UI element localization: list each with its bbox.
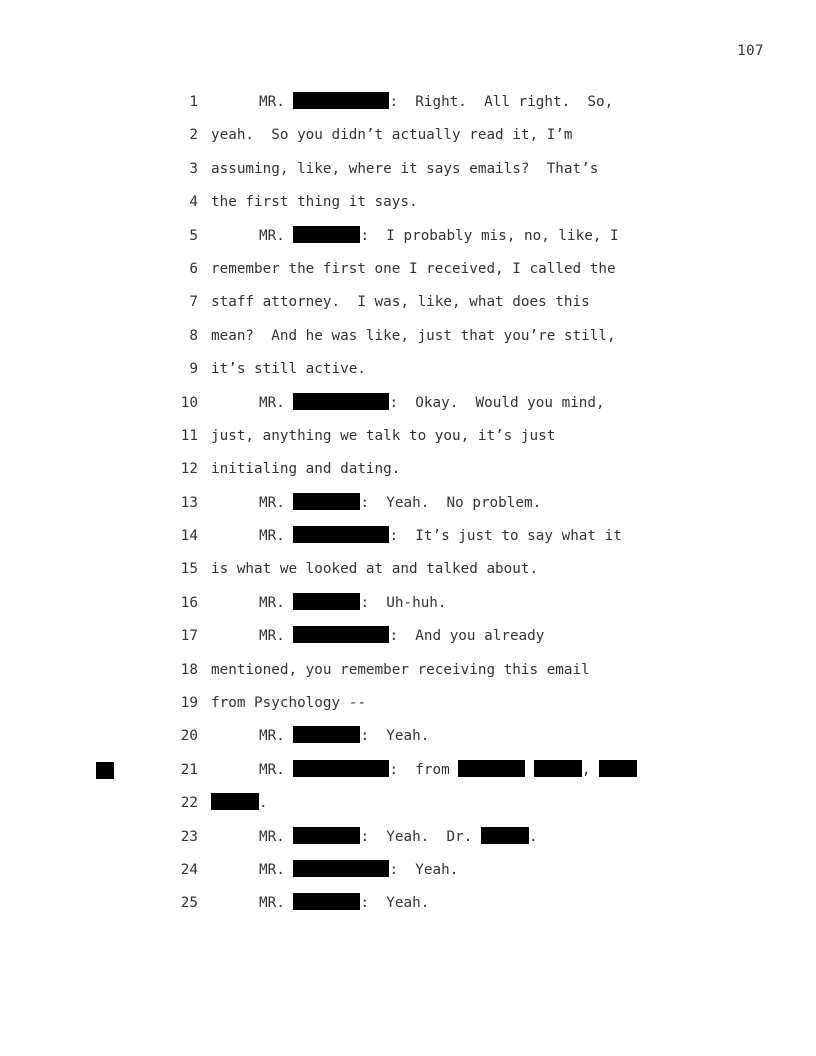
line-text <box>211 487 541 520</box>
redaction-block <box>534 760 582 777</box>
transcript-line <box>0 687 816 720</box>
text-segment: MR. <box>259 828 294 845</box>
text-segment: assuming, like, where it says emails? That’s <box>211 160 599 177</box>
transcript-line <box>0 387 816 420</box>
line-number: 2 <box>189 127 198 144</box>
text-segment: MR. <box>259 628 294 645</box>
text-segment: MR. <box>259 861 294 878</box>
line-text <box>211 387 605 420</box>
transcript-line <box>0 119 816 152</box>
line-number: 22 <box>180 795 198 812</box>
redaction-block <box>293 526 389 543</box>
line-number: 5 <box>189 227 198 244</box>
line-number: 21 <box>180 761 198 778</box>
text-segment: MR. <box>259 494 294 511</box>
line-text <box>211 420 555 453</box>
redaction-block <box>293 593 360 610</box>
line-number: 15 <box>180 561 198 578</box>
transcript-line <box>0 754 816 787</box>
line-text <box>211 119 573 152</box>
line-number: 4 <box>189 194 198 211</box>
transcript-line <box>0 220 816 253</box>
line-text <box>211 553 538 586</box>
line-number: 11 <box>180 427 198 444</box>
text-segment: mean? And he was like, just that you’re still, <box>211 327 616 344</box>
transcript-line <box>0 253 816 286</box>
text-segment: , <box>581 761 600 778</box>
line-text <box>211 720 429 753</box>
redaction-block <box>211 793 259 810</box>
transcript-line <box>0 887 816 920</box>
line-number: 6 <box>189 260 198 277</box>
transcript-line <box>0 453 816 486</box>
transcript-line <box>0 86 816 119</box>
redaction-block <box>481 827 529 844</box>
text-segment: MR. <box>259 227 294 244</box>
transcript-line <box>0 620 816 653</box>
line-number: 14 <box>180 528 198 545</box>
text-segment <box>525 762 534 778</box>
transcript-line <box>0 654 816 687</box>
page-number: 107 <box>737 43 764 59</box>
line-number: 20 <box>180 728 198 745</box>
line-text <box>211 186 418 219</box>
line-number: 24 <box>180 861 198 878</box>
line-number: 7 <box>189 294 198 311</box>
line-number: 25 <box>180 895 198 912</box>
text-segment: : Right. All right. So, <box>389 94 614 110</box>
text-segment: yeah. So you didn’t actually read it, I’m <box>211 127 573 144</box>
line-text <box>211 286 590 319</box>
redaction-block <box>293 393 389 410</box>
redaction-block <box>599 760 637 777</box>
line-text <box>211 353 366 386</box>
text-segment: MR. <box>259 761 294 778</box>
text-segment: : I probably mis, no, like, I <box>360 227 619 244</box>
text-segment: initialing and dating. <box>211 461 401 478</box>
transcript-line <box>0 320 816 353</box>
transcript-line <box>0 587 816 620</box>
text-segment: : Yeah. <box>389 861 459 878</box>
redaction-block <box>293 92 389 109</box>
text-segment: is what we looked at and talked about. <box>211 561 539 578</box>
line-text <box>211 253 616 286</box>
text-segment: MR. <box>259 728 294 745</box>
transcript-body <box>0 86 816 921</box>
text-segment: : And you already <box>389 628 545 645</box>
line-number: 23 <box>180 828 198 845</box>
line-text <box>211 687 366 720</box>
line-number: 19 <box>180 695 198 712</box>
text-segment: from Psychology -- <box>211 695 366 712</box>
redaction-block <box>293 226 360 243</box>
line-text <box>211 153 598 186</box>
line-text <box>211 520 622 553</box>
transcript-line <box>0 821 816 854</box>
transcript-line <box>0 487 816 520</box>
transcript-line <box>0 153 816 186</box>
text-segment: : Okay. Would you mind, <box>389 394 605 411</box>
line-text <box>211 754 637 787</box>
text-segment: remember the first one I received, I called the <box>211 260 616 277</box>
transcript-line <box>0 854 816 887</box>
line-number: 13 <box>180 494 198 511</box>
redaction-block <box>293 626 389 643</box>
transcript-line <box>0 520 816 553</box>
line-text <box>211 453 400 486</box>
text-segment: : Yeah. <box>360 895 430 912</box>
text-segment: : Yeah. <box>360 728 430 745</box>
transcript-line <box>0 787 816 820</box>
redaction-block <box>293 860 389 877</box>
line-text <box>211 86 613 119</box>
line-text <box>211 320 616 353</box>
text-segment: the first thing it says. <box>211 194 418 211</box>
line-number: 1 <box>189 94 198 110</box>
redaction-block <box>458 760 525 777</box>
text-segment: it’s still active. <box>211 361 366 378</box>
line-number: 18 <box>180 661 198 678</box>
line-number: 10 <box>180 394 198 411</box>
text-segment: . <box>259 795 268 812</box>
redaction-block <box>293 893 360 910</box>
line-text <box>211 620 544 653</box>
text-segment: MR. <box>259 94 294 110</box>
text-segment: . <box>528 828 538 845</box>
line-number: 8 <box>189 327 198 344</box>
text-segment: : Uh-huh. <box>360 594 447 611</box>
text-segment: : from <box>389 761 459 778</box>
text-segment: : Yeah. Dr. <box>360 828 481 845</box>
text-segment: MR. <box>259 895 294 912</box>
line-number: 16 <box>180 594 198 611</box>
redaction-block <box>293 726 360 743</box>
transcript-line <box>0 553 816 586</box>
transcript-line <box>0 720 816 753</box>
text-segment: just, anything we talk to you, it’s just <box>211 427 556 444</box>
line-text <box>211 787 268 820</box>
line-number: 9 <box>189 361 198 378</box>
text-segment: MR. <box>259 394 294 411</box>
line-text <box>211 220 619 253</box>
line-text <box>211 854 458 887</box>
redaction-block <box>293 827 360 844</box>
line-text <box>211 887 429 920</box>
line-number: 3 <box>189 160 198 177</box>
line-text <box>211 821 538 854</box>
transcript-line <box>0 286 816 319</box>
redaction-block <box>293 493 360 510</box>
text-segment: : Yeah. No problem. <box>360 494 542 511</box>
text-segment: staff attorney. I was, like, what does this <box>211 294 590 311</box>
text-segment: MR. <box>259 594 294 611</box>
redaction-block <box>293 760 389 777</box>
text-segment: : It’s just to say what it <box>389 528 622 545</box>
line-number: 12 <box>180 461 198 478</box>
transcript-line <box>0 420 816 453</box>
line-number: 17 <box>180 628 198 645</box>
line-text <box>211 654 590 687</box>
line-text <box>211 587 447 620</box>
text-segment: MR. <box>259 528 294 545</box>
text-segment: mentioned, you remember receiving this email <box>211 661 590 678</box>
transcript-line <box>0 186 816 219</box>
transcript-line <box>0 353 816 386</box>
